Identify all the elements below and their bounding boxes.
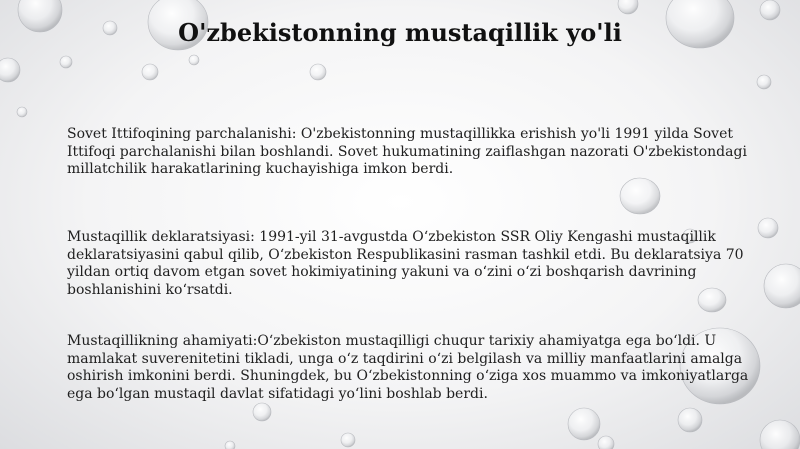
paragraph-soviet-collapse: Sovet Ittifoqining parchalanishi: O'zbekistonning mustaqillikka erishish yo'li 1991 yilda Sovet Ittifoqi parchalanishi bilan boshlandi. Sovet hukumatining zaiflashgan nazorati O'zbekistondagi millatchilik harakatlarining kuchayishiga imkon berdi. — [67, 126, 747, 177]
slide-title: O'zbekistonning mustaqillik yo'li — [178, 18, 622, 47]
paragraph-independence-declaration: Mustaqillik deklaratsiyasi: 1991-yil 31-avgustda Oʻzbekiston SSR Oliy Kengashi mustaqillik deklaratsiyasini qabul qilib, Oʻzbekiston Respublikasini rasman tashkil etdi. Bu deklaratsiya 70 yildan ortiq davom etgan sovet hokimiyatining yakuni va oʻzini oʻzi boshqarish davrining boshlanishini koʻrsatdi. — [67, 229, 744, 298]
paragraph-independence-significance: Mustaqillikning ahamiyati:Oʻzbekiston mustaqilligi chuqur tarixiy ahamiyatga ega boʻldi. U mamlakat suverenitetini tikladi, unga oʻz taqdirini oʻzi belgilash va milliy manfaatlarini amalga oshirish imkonini berdi. Shuningdek, bu Oʻzbekistonning oʻziga xos muammo va imkoniyatlarga ega boʻlgan mustaqil davlat sifatidagi yoʻlini boshlab berdi. — [67, 333, 749, 402]
